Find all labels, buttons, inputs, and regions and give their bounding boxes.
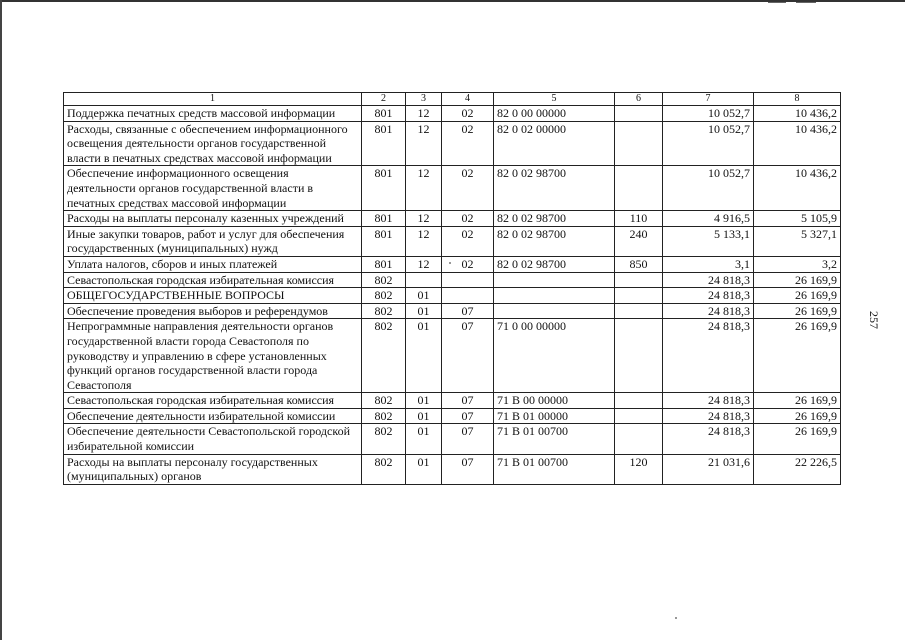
cell-sum-year1: 24 818,3: [663, 393, 754, 409]
cell-sum-year2: 5 105,9: [754, 211, 841, 227]
cell-expense-type: [615, 303, 663, 319]
cell-expense-type: [615, 288, 663, 304]
table-row: [64, 319, 841, 393]
cell-subsection: 07: [442, 454, 494, 484]
page-number: 257: [867, 311, 881, 329]
cell-expense-type: [615, 393, 663, 409]
cell-expense-type: [615, 121, 663, 166]
cell-name: ОБЩЕГОСУДАРСТВЕННЫЕ ВОПРОСЫ: [64, 288, 362, 304]
cell-subsection: 02: [442, 166, 494, 211]
cell-section: 01: [406, 393, 442, 409]
cell-admin-code: 802: [362, 272, 406, 288]
cell-expense-type: [615, 166, 663, 211]
cell-name: Расходы на выплаты персоналу казенных учреждений: [64, 211, 362, 227]
column-number-header: [64, 93, 841, 106]
cell-target-article: [494, 272, 615, 288]
cell-section: 01: [406, 424, 442, 454]
cell-sum-year1: 24 818,3: [663, 288, 754, 304]
cell-subsection: [442, 272, 494, 288]
cell-sum-year2: 10 436,2: [754, 166, 841, 211]
table-row: [64, 303, 841, 319]
cell-sum-year2: 26 169,9: [754, 288, 841, 304]
cell-admin-code: 802: [362, 303, 406, 319]
cell-sum-year1: 24 818,3: [663, 303, 754, 319]
cell-section: 12: [406, 121, 442, 166]
table-row: [64, 256, 841, 272]
cell-admin-code: 801: [362, 106, 406, 122]
table-row: [64, 454, 841, 484]
cell-sum-year2: 3,2: [754, 256, 841, 272]
cell-admin-code: 802: [362, 454, 406, 484]
cell-section: 01: [406, 288, 442, 304]
cell-admin-code: 801: [362, 226, 406, 256]
cell-name: Расходы, связанные с обеспечением информационного освещения деятельности органов государственной власти в печатных средствах массовой информации: [64, 121, 362, 166]
cell-target-article: 82 0 02 98700: [494, 226, 615, 256]
cell-sum-year2: 5 327,1: [754, 226, 841, 256]
cell-section: 12: [406, 226, 442, 256]
cell-admin-code: 802: [362, 424, 406, 454]
cell-name: Иные закупки товаров, работ и услуг для обеспечения государственных (муниципальных) нужд: [64, 226, 362, 256]
cell-subsection: 07: [442, 408, 494, 424]
cell-subsection: 07: [442, 424, 494, 454]
table-row: [64, 226, 841, 256]
cell-name: Обеспечение деятельности избирательной комиссии: [64, 408, 362, 424]
table-row: [64, 408, 841, 424]
cell-sum-year2: 26 169,9: [754, 272, 841, 288]
cell-sum-year1: 24 818,3: [663, 272, 754, 288]
cell-name: Расходы на выплаты персоналу государственных (муниципальных) органов: [64, 454, 362, 484]
cell-subsection: 02: [442, 106, 494, 122]
scan-left-border: [0, 0, 2, 640]
scan-mark: [768, 2, 786, 3]
cell-subsection: [442, 288, 494, 304]
cell-section: 01: [406, 408, 442, 424]
cell-section: 12: [406, 211, 442, 227]
header-cell: 1: [64, 93, 362, 106]
cell-target-article: 82 0 02 98700: [494, 256, 615, 272]
cell-expense-type: 240: [615, 226, 663, 256]
cell-admin-code: 801: [362, 211, 406, 227]
cell-section: 12: [406, 256, 442, 272]
cell-section: 12: [406, 166, 442, 211]
table-row: [64, 106, 841, 122]
budget-table-body: [64, 93, 841, 485]
cell-target-article: 71 В 00 00000: [494, 393, 615, 409]
cell-name: Уплата налогов, сборов и иных платежей: [64, 256, 362, 272]
header-cell: 5: [494, 93, 615, 106]
cell-sum-year1: 10 052,7: [663, 121, 754, 166]
cell-sum-year1: 24 818,3: [663, 408, 754, 424]
table-row: [64, 166, 841, 211]
cell-expense-type: 110: [615, 211, 663, 227]
cell-target-article: 71 0 00 00000: [494, 319, 615, 393]
cell-target-article: [494, 303, 615, 319]
cell-admin-code: 802: [362, 319, 406, 393]
cell-target-article: 71 В 01 00700: [494, 424, 615, 454]
cell-expense-type: 120: [615, 454, 663, 484]
header-cell: 4: [442, 93, 494, 106]
cell-admin-code: 801: [362, 256, 406, 272]
cell-sum-year2: 26 169,9: [754, 424, 841, 454]
cell-name: Поддержка печатных средств массовой информации: [64, 106, 362, 122]
cell-sum-year2: 22 226,5: [754, 454, 841, 484]
cell-name: Севастопольская городская избирательная комиссия: [64, 393, 362, 409]
cell-admin-code: 801: [362, 166, 406, 211]
cell-admin-code: 802: [362, 393, 406, 409]
cell-section: 01: [406, 303, 442, 319]
cell-subsection: 07: [442, 319, 494, 393]
header-cell: 8: [754, 93, 841, 106]
cell-subsection: 07: [442, 393, 494, 409]
cell-section: 01: [406, 319, 442, 393]
cell-admin-code: 802: [362, 408, 406, 424]
cell-expense-type: [615, 106, 663, 122]
table-row: [64, 272, 841, 288]
header-cell: 6: [615, 93, 663, 106]
cell-admin-code: 802: [362, 288, 406, 304]
cell-sum-year1: 5 133,1: [663, 226, 754, 256]
cell-expense-type: [615, 319, 663, 393]
cell-section: 12: [406, 106, 442, 122]
cell-expense-type: [615, 424, 663, 454]
cell-subsection: 02: [442, 226, 494, 256]
cell-target-article: 82 0 00 00000: [494, 106, 615, 122]
cell-subsection: 07: [442, 303, 494, 319]
cell-subsection: 02: [442, 121, 494, 166]
cell-sum-year2: 26 169,9: [754, 303, 841, 319]
cell-sum-year1: 24 818,3: [663, 424, 754, 454]
scan-speck: [675, 617, 677, 619]
cell-sum-year2: 26 169,9: [754, 408, 841, 424]
cell-name: Севастопольская городская избирательная комиссия: [64, 272, 362, 288]
cell-expense-type: [615, 272, 663, 288]
cell-subsection: 02: [442, 256, 494, 272]
cell-target-article: [494, 288, 615, 304]
cell-sum-year1: 21 031,6: [663, 454, 754, 484]
scan-mark: [796, 2, 816, 3]
cell-name: Обеспечение проведения выборов и референдумов: [64, 303, 362, 319]
cell-section: 01: [406, 454, 442, 484]
cell-sum-year1: 24 818,3: [663, 319, 754, 393]
cell-admin-code: 801: [362, 121, 406, 166]
table-row: [64, 121, 841, 166]
header-cell: 7: [663, 93, 754, 106]
cell-expense-type: [615, 408, 663, 424]
cell-target-article: 71 В 01 00700: [494, 454, 615, 484]
cell-subsection: 02: [442, 211, 494, 227]
budget-table: [63, 92, 841, 485]
cell-target-article: 82 0 02 00000: [494, 121, 615, 166]
cell-sum-year2: 10 436,2: [754, 106, 841, 122]
cell-sum-year1: 4 916,5: [663, 211, 754, 227]
header-cell: 3: [406, 93, 442, 106]
cell-sum-year1: 3,1: [663, 256, 754, 272]
table-row: [64, 424, 841, 454]
cell-name: Обеспечение информационного освещения деятельности органов государственной власти в печатных средствах массовой информации: [64, 166, 362, 211]
cell-target-article: 82 0 02 98700: [494, 166, 615, 211]
cell-target-article: 71 В 01 00000: [494, 408, 615, 424]
cell-section: [406, 272, 442, 288]
table-row: [64, 288, 841, 304]
cell-name: Обеспечение деятельности Севастопольской городской избирательной комиссии: [64, 424, 362, 454]
cell-sum-year2: 26 169,9: [754, 393, 841, 409]
cell-expense-type: 850: [615, 256, 663, 272]
cell-sum-year1: 10 052,7: [663, 106, 754, 122]
table-row: [64, 393, 841, 409]
header-cell: 2: [362, 93, 406, 106]
cell-target-article: 82 0 02 98700: [494, 211, 615, 227]
table-row: [64, 211, 841, 227]
cell-name: Непрограммные направления деятельности органов государственной власти города Севастополя по руководству и управлению в сфере установленных функций органов государственной власти города Севастополя: [64, 319, 362, 393]
cell-sum-year2: 10 436,2: [754, 121, 841, 166]
cell-sum-year1: 10 052,7: [663, 166, 754, 211]
cell-sum-year2: 26 169,9: [754, 319, 841, 393]
